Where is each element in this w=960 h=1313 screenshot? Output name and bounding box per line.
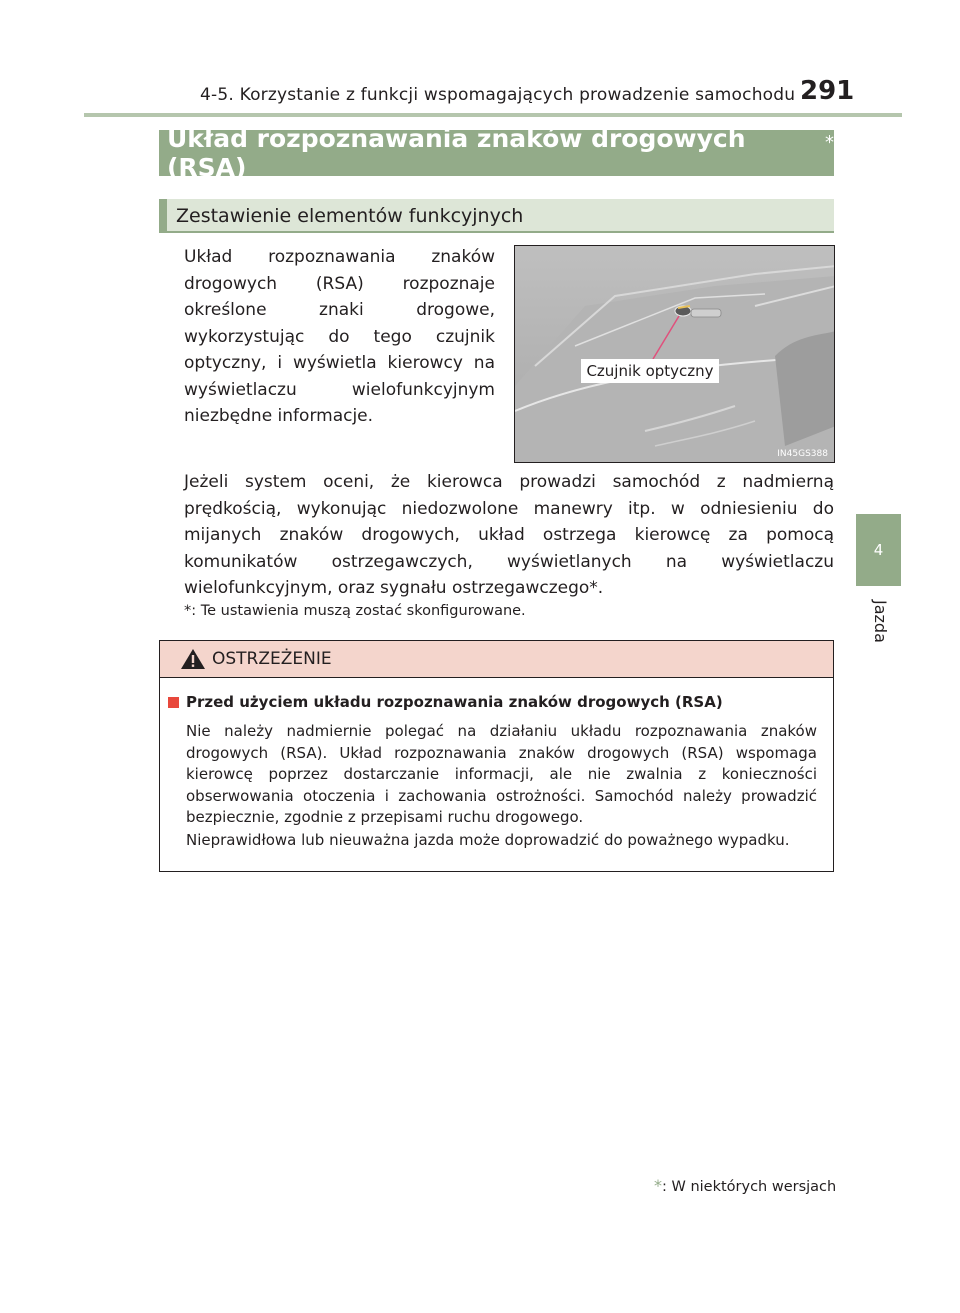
car-interior-drawing bbox=[515, 246, 835, 463]
settings-footnote: *: Te ustawienia muszą zostać skonfigurowane. bbox=[184, 603, 526, 619]
page-number: 291 bbox=[800, 76, 855, 106]
windshield-illustration bbox=[514, 245, 835, 463]
warning-paragraph-1: Nie należy nadmiernie polegać na działaniu układu rozpoznawania znaków drogowych (RSA). Układ rozpoznawania znaków drogowych (RSA) wspomaga kierowcę poprzez dostarczanie informacji, ale nie zwalnia z konieczności obserwowania otoczenia i zachowania ostrożności. Samochód należy prowadzić bezpiecznie, zgodnie z przepisami ruchu drogowego. bbox=[186, 722, 817, 826]
image-code: IN45GS388 bbox=[777, 449, 828, 459]
warning-triangle-icon bbox=[180, 648, 206, 670]
version-footnote bbox=[654, 1176, 836, 1195]
warning-heading: OSTRZEŻENIE bbox=[212, 649, 332, 669]
chapter-tab[interactable]: 4 bbox=[856, 514, 901, 586]
intro-paragraph: Układ rozpoznawania znaków drogowych (RSA) rozpoznaje określone znaki drogowe, wykorzystując do tego czujnik optyczny, i wyświetla kierowcy na wyświetlaczu wielofunkcyjnym niezbędne informacje. bbox=[184, 247, 495, 426]
chapter-name: Jazda bbox=[871, 600, 890, 643]
footnote-star: * bbox=[654, 1176, 662, 1195]
header-rule bbox=[84, 113, 902, 117]
warning-box bbox=[159, 640, 834, 872]
header-section-path: 4-5. Korzystanie z funkcji wspomagających prowadzenie samochodu bbox=[200, 85, 796, 105]
optical-sensor-callout: Czujnik optyczny bbox=[581, 359, 719, 383]
warning-item-title bbox=[168, 693, 723, 711]
section-title bbox=[159, 124, 834, 182]
subsection-rule bbox=[159, 231, 834, 233]
warning-header bbox=[160, 641, 833, 678]
section-title-text: Układ rozpoznawania znaków drogowych (RSA) bbox=[167, 124, 746, 182]
subsection-accent-bar bbox=[159, 199, 167, 232]
warning-paragraph-2: Nieprawidłowa lub nieuważna jazda może doprowadzić do poważnego wypadku. bbox=[186, 831, 790, 849]
bullet-square-icon bbox=[168, 697, 179, 708]
version-footnote-text: : W niektórych wersjach bbox=[662, 1179, 837, 1195]
body-paragraph: Jeżeli system oceni, że kierowca prowadzi samochód z nadmierną prędkością, wykonując niedozwolone manewry itp. w odniesieniu do mijanych znaków drogowych, układ ostrzega kierowcę za pomocą komunikatów ostrzegawczych, wyświetlanych na wyświetlaczu wielofunkcyjnym, oraz sygnału ostrzegawczego*. bbox=[184, 472, 834, 598]
subsection-title: Zestawienie elementów funkcyjnych bbox=[159, 199, 834, 232]
warning-item-title-text: Przed użyciem układu rozpoznawania znaków drogowych (RSA) bbox=[186, 693, 723, 711]
section-title-mark: * bbox=[825, 132, 834, 153]
